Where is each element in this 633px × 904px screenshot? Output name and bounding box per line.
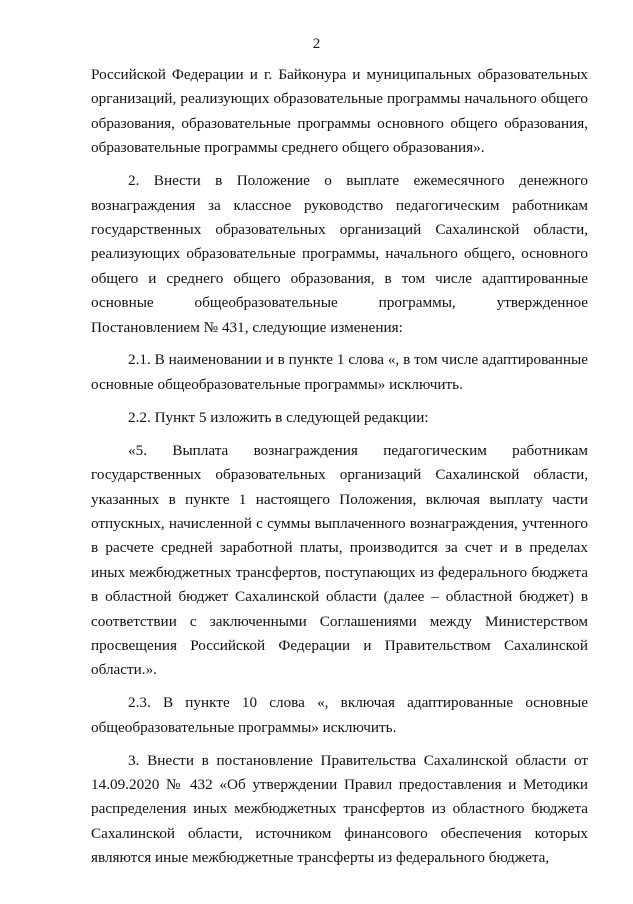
paragraph-item-2-3: 2.3. В пункте 10 слова «, включая адаптированные основные общеобразовательные программы» исключить. [91, 694, 588, 736]
paragraph-quoted-item-5: «5. Выплата вознаграждения педагогическим работникам государственных образовательных организаций Сахалинской области, указанных в пункте 1 настоящего Положения, включая выплату части отпускных, начисленной с суммы выплаченного вознаграждения, учтенного в расчете средней заработной платы, производится за счет и в пределах иных межбюджетных трансфертов, поступающих из федерального бюджета в областной бюджет Сахалинской области (далее – областной бюджет) в соответствии с заключенными Соглашениями между Министерством просвещения Российской Федерации и Правительством Сахалинской области.». [91, 441, 588, 679]
paragraph-item-2: 2. Внести в Положение о выплате ежемесячного денежного вознаграждения за классное руководство педагогическим работникам государственных образовательных организаций Сахалинской области, реализующих образовательные программы, начального общего, основного общего и среднего общего образования, в том числе адаптированные основные общеобразовательные программы, утвержденное Постановлением № 431, следующие изменения: [91, 172, 588, 336]
document-body [91, 63, 588, 879]
paragraph-continuation: Российской Федерации и г. Байконура и муниципальных образовательных организаций, реализующих образовательные программы начального общего образования, образовательные программы основного общего образования, образовательные программы среднего общего образования». [91, 66, 588, 157]
paragraph-item-2-2: 2.2. Пункт 5 изложить в следующей редакции: [128, 408, 429, 426]
paragraph-item-3: 3. Внести в постановление Правительства Сахалинской области от 14.09.2020 № 432 «Об утверждении Правил предоставления и Методики распределения иных межбюджетных трансфертов из областного бюджета Сахалинской области, источником финансового обеспечения которых являются иные межбюджетные трансферты из федерального бюджета, [91, 751, 588, 867]
page-number: 2 [312, 36, 321, 52]
paragraph-item-2-1: 2.1. В наименовании и в пункте 1 слова «, в том числе адаптированные основные общеобразовательные программы» исключить. [91, 351, 588, 393]
